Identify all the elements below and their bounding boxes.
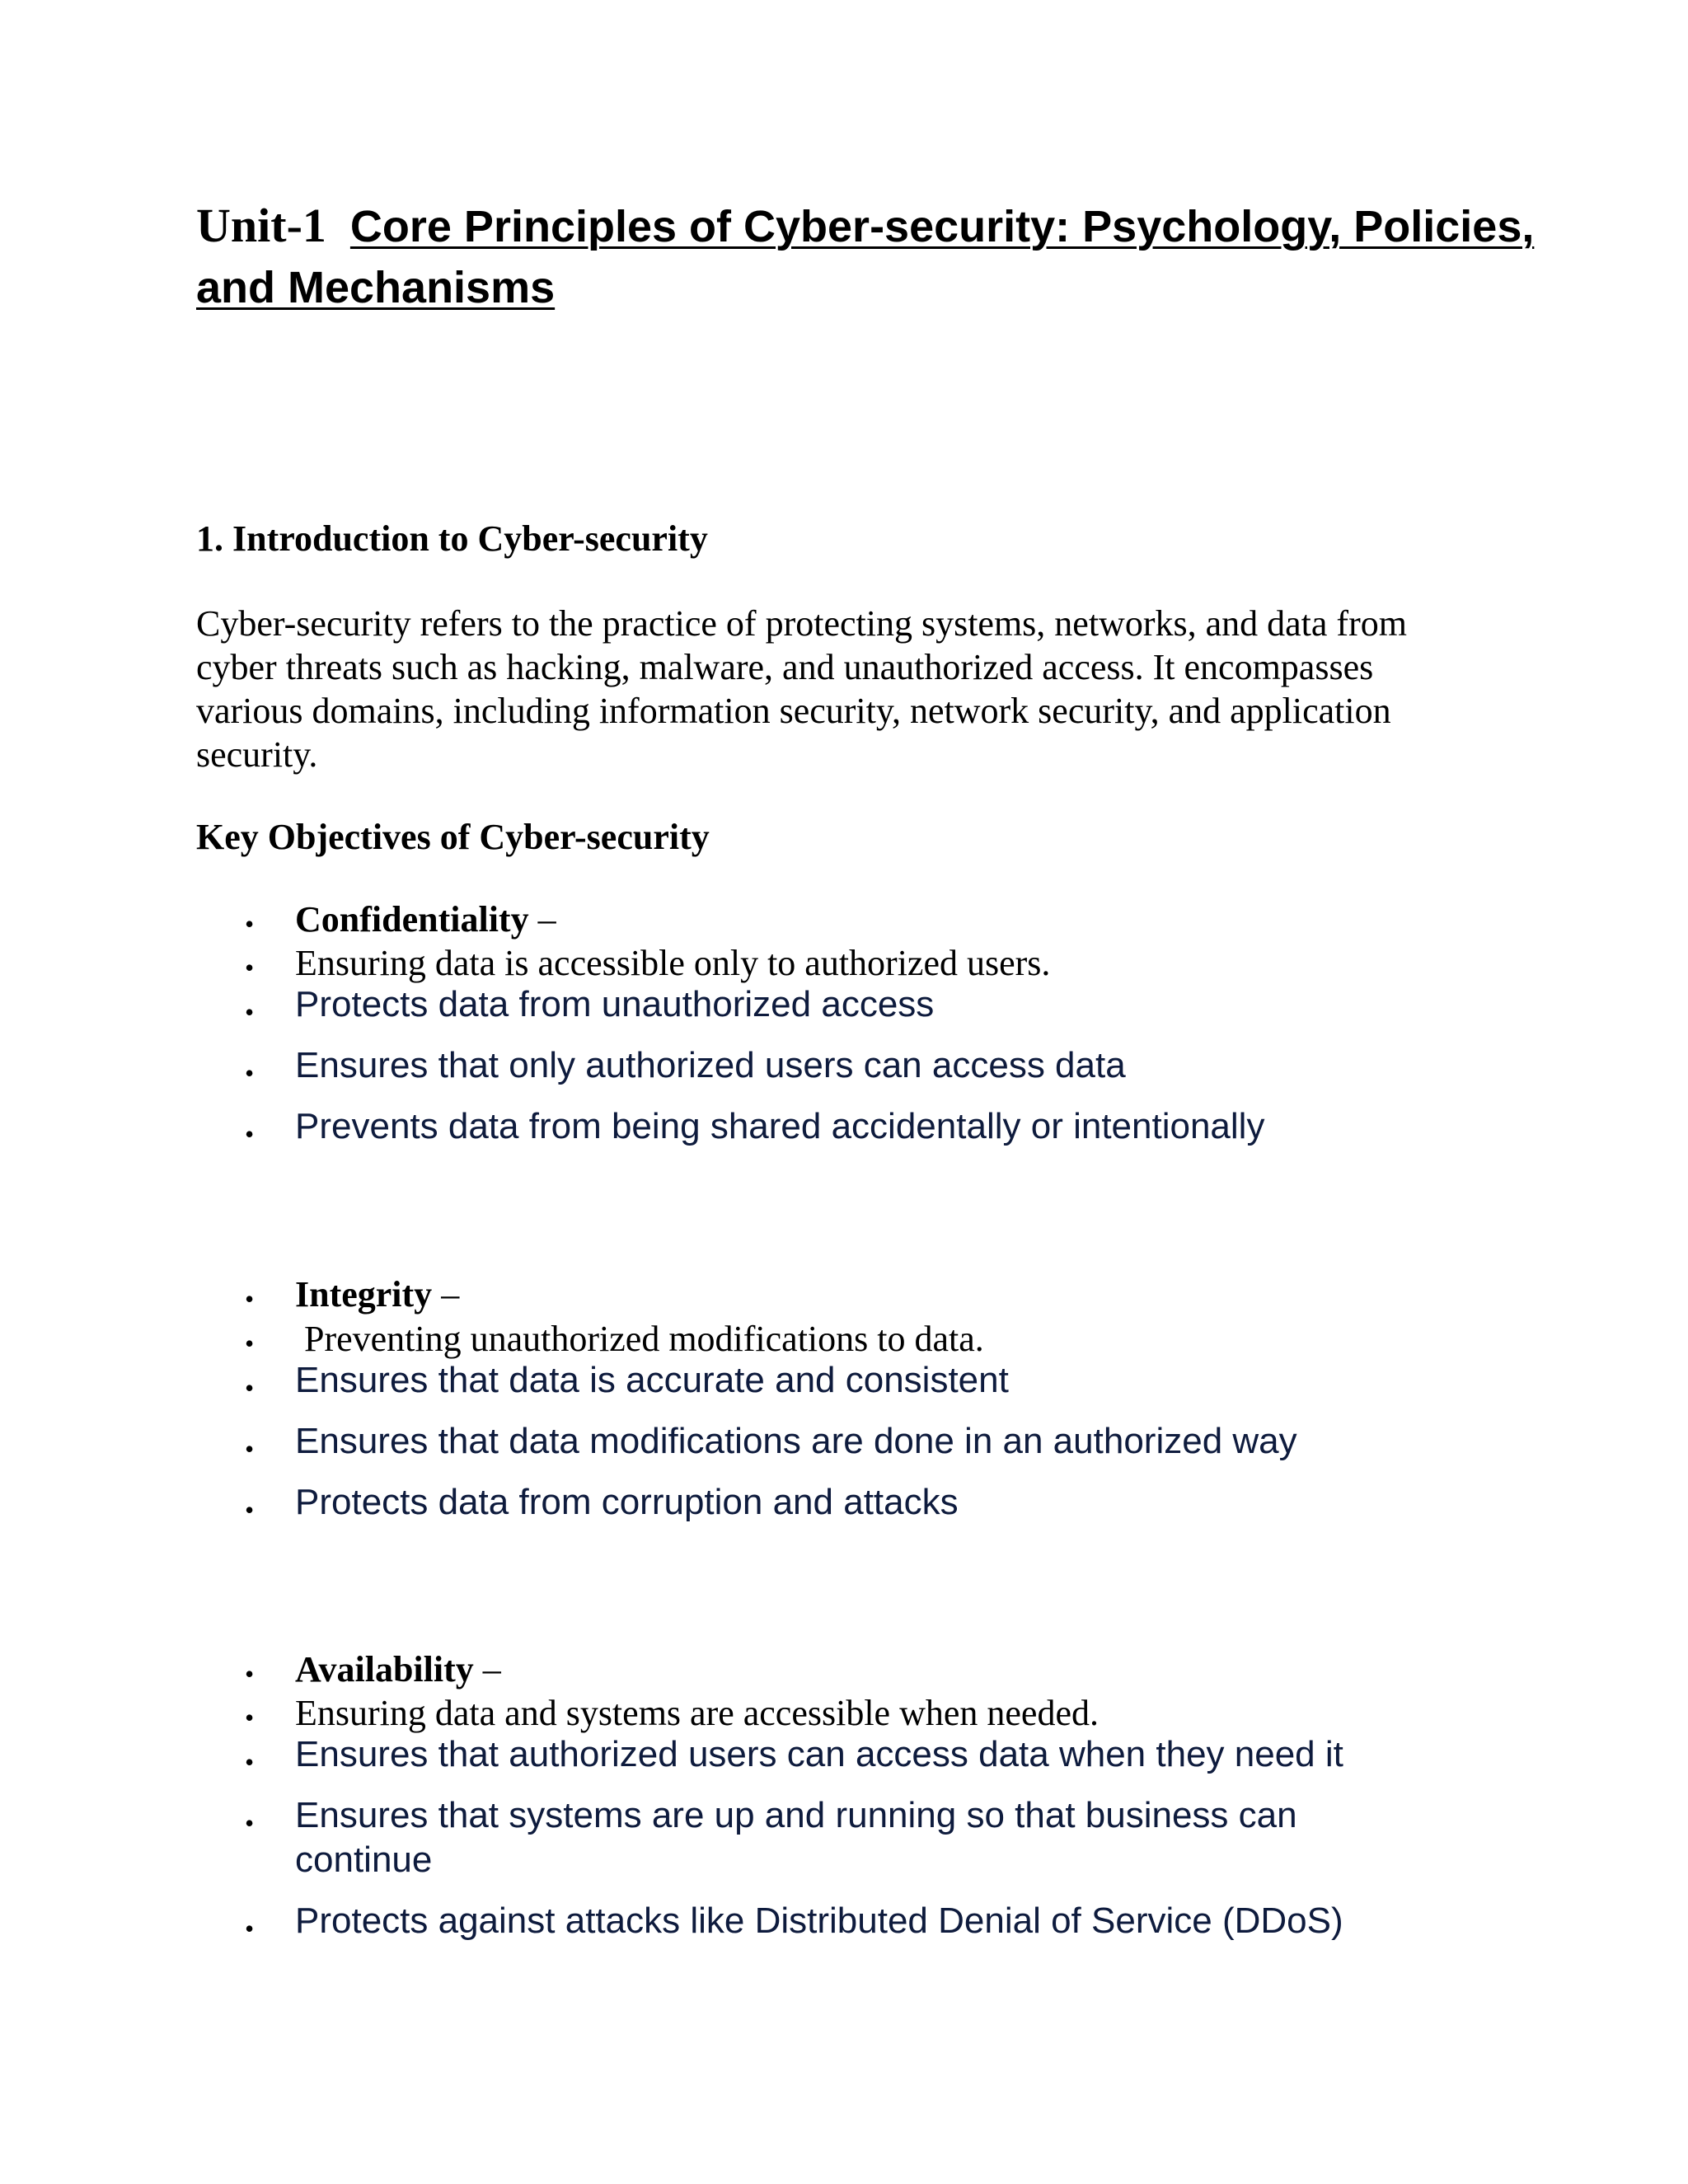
- bullet-icon: •: [245, 1373, 255, 1403]
- bullet-icon: •: [245, 1747, 255, 1777]
- list-item-definition: Preventing unauthorized modifications to data.: [295, 1319, 984, 1359]
- page-title-line-2: [196, 257, 555, 317]
- bullet-icon: •: [245, 953, 255, 982]
- objective-label: Integrity: [295, 1274, 433, 1315]
- bullet-icon: •: [245, 1058, 255, 1088]
- bullet-icon: •: [245, 1434, 255, 1464]
- section-heading-key-objectives: Key Objectives of Cyber-security: [196, 817, 710, 857]
- paragraph-line: security.: [196, 734, 318, 775]
- list-item-point: Protects data from unauthorized access: [295, 984, 935, 1024]
- section-heading-introduction: 1. Introduction to Cyber-security: [196, 518, 708, 559]
- bullet-icon: •: [245, 997, 255, 1027]
- list-item-point: Ensures that data is accurate and consistent: [295, 1360, 1009, 1400]
- list-item-definition: Ensuring data is accessible only to authorized users.: [295, 943, 1051, 983]
- unit-label: Unit-1: [196, 199, 326, 252]
- list-item-point: Protects data from corruption and attacks: [295, 1482, 959, 1522]
- list-item-point: Ensures that data modifications are done in an authorized way: [295, 1421, 1297, 1461]
- list-item-point: Ensures that only authorized users can access data: [295, 1045, 1126, 1085]
- paragraph-line: Cyber-security refers to the practice of protecting systems, networks, and data from: [196, 603, 1407, 644]
- bullet-icon: •: [245, 909, 255, 939]
- bullet-icon: •: [245, 1284, 255, 1314]
- bullet-icon: •: [245, 1914, 255, 1943]
- bullet-icon: •: [245, 1495, 255, 1525]
- list-item-point: Ensures that systems are up and running so that business can: [295, 1795, 1297, 1835]
- bullet-icon: •: [245, 1119, 255, 1149]
- label-dash: –: [432, 1274, 460, 1315]
- paragraph-line: various domains, including information security, network security, and application: [196, 691, 1391, 731]
- list-item-point: Ensures that authorized users can access data when they need it: [295, 1734, 1343, 1774]
- title-text-line-2: and Mechanisms: [196, 263, 556, 312]
- list-item-definition: Ensuring data and systems are accessible when needed.: [295, 1693, 1099, 1733]
- list-item-integrity: [295, 1273, 459, 1315]
- list-item-availability: [295, 1648, 501, 1690]
- list-item-confidentiality: [295, 898, 556, 940]
- bullet-icon: •: [245, 1808, 255, 1838]
- list-item-point: Prevents data from being shared accidentally or intentionally: [295, 1106, 1265, 1146]
- paragraph-line: cyber threats such as hacking, malware, and unauthorized access. It encompasses: [196, 647, 1374, 687]
- bullet-icon: •: [245, 1659, 255, 1689]
- label-dash: –: [473, 1649, 501, 1690]
- list-item-point-continuation: continue: [295, 1840, 433, 1880]
- objective-label: Confidentiality: [295, 899, 529, 940]
- bullet-icon: •: [245, 1703, 255, 1732]
- intro-paragraph: [196, 602, 1498, 776]
- bullet-icon: •: [245, 1329, 255, 1358]
- objective-label: Availability: [295, 1649, 474, 1690]
- label-dash: –: [528, 899, 556, 940]
- page-title-line-1: [196, 196, 1534, 256]
- title-text-line-1: Core Principles of Cyber-security: Psychology, Policies,: [349, 202, 1535, 251]
- list-item-point: Protects against attacks like Distributed Denial of Service (DDoS): [295, 1900, 1343, 1941]
